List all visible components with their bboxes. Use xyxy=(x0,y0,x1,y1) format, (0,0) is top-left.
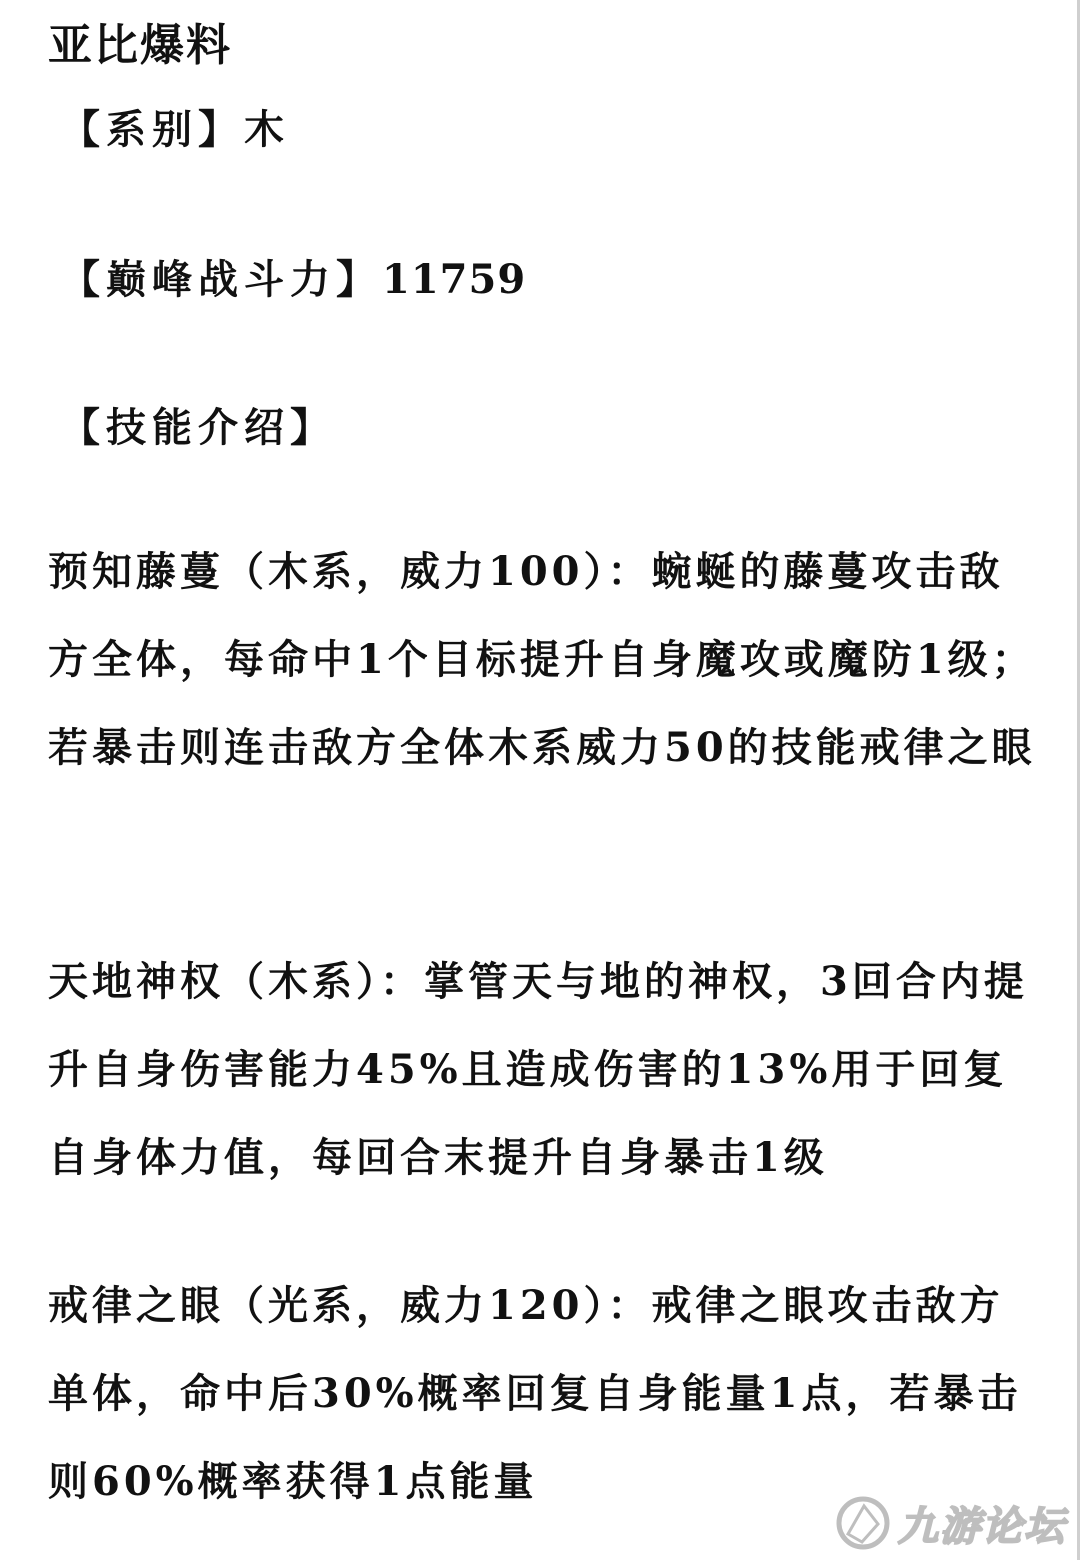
skill-description: 预知藤蔓（木系，威力100）：蜿蜒的藤蔓攻击敌方全体，每命中1个目标提升自身魔攻或魔防1级；若暴击则连击敌方全体木系威力50的技能戒律之眼 xyxy=(48,548,1036,771)
series-value: 木 xyxy=(244,106,285,153)
watermark-text: 九游论坛 xyxy=(898,1503,1066,1550)
peak-power-label: 【巅峰战斗力】 xyxy=(60,256,382,303)
skill-description: 戒律之眼（光系，威力120）：戒律之眼攻击敌方单体，命中后30%概率回复自身能量1点，若暴击则60%概率获得1点能量 xyxy=(48,1282,1022,1505)
skills-heading xyxy=(60,404,336,452)
jiuyou-logo-icon xyxy=(834,1494,892,1552)
skill-description: 天地神权（木系）：掌管天与地的神权，3回合内提升自身伤害能力45%且造成伤害的13%用于回复自身体力值，每回合末提升自身暴击1级 xyxy=(48,958,1028,1181)
watermark xyxy=(834,1494,1066,1552)
page-title: 亚比爆料 xyxy=(48,20,232,71)
skills-label: 【技能介绍】 xyxy=(60,404,336,451)
peak-power-value: 11759 xyxy=(382,256,527,303)
series-label: 【系别】 xyxy=(60,106,244,153)
series-field xyxy=(60,106,285,154)
peak-power-field xyxy=(60,256,526,304)
